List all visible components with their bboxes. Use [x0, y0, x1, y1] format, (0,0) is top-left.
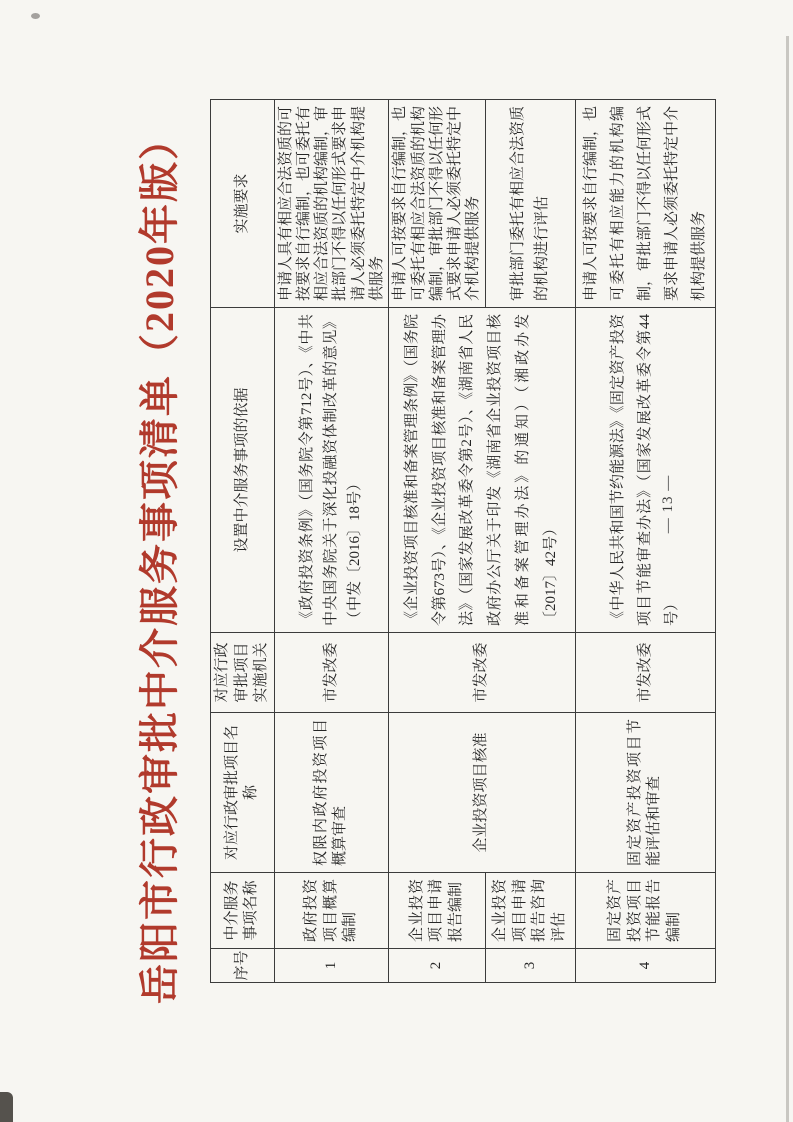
header-requirement: 实施要求: [211, 100, 275, 308]
header-basis: 设置中介服务事项的依据: [211, 308, 275, 633]
row3-service-name: 企业投资项目申请报告咨询评估: [485, 873, 575, 949]
header-approval-name: 对应行政审批项目名称: [211, 713, 275, 873]
row1-basis: 《政府投资条例》（国务院令第712号）、《中共中央国务院关于深化投融资体制改革的意见》（中发〔2016〕18号）: [274, 308, 389, 633]
page-number: — 13 —: [660, 474, 676, 534]
row3-seq: 3: [485, 949, 575, 983]
header-seq: 序号: [211, 949, 275, 983]
row4-approval-name: 固定资产投资项目节能评估和审查: [575, 713, 715, 873]
row3-requirement: 审批部门委托有相应合法资质的机构进行评估: [485, 100, 575, 308]
scan-speck-artifact: [31, 13, 40, 19]
row1-authority: 市发改委: [274, 633, 389, 713]
scan-edge-artifact: [786, 36, 789, 1122]
row4-basis: 《中华人民共和国节约能源法》《固定资产投资项目节能审查办法》（国家发展改革委令第44号）: [575, 308, 715, 633]
table-header-row: [211, 100, 275, 983]
row1-approval-name: 权限内政府投资项目概算审查: [274, 713, 389, 873]
service-items-table: [210, 99, 716, 983]
row4-seq: 4: [575, 949, 715, 983]
row2-3-basis: 《企业投资项目核准和备案管理条例》（国务院令第673号）、《企业投资项目核准和备案管理办法》（国家发展改革委令第2号）、《湖南省人民政府办公厅关于印发《湖南省企业投资项目核准和备案管理办法》的通知）（湘政办发〔2017〕42号）: [389, 308, 575, 633]
page-title: 岳阳市行政审批中介服务事项清单（2020年版）: [137, 118, 182, 1004]
row4-requirement: 申请人可按要求自行编制，也可委托有相应能力的机构编制，审批部门不得以任何形式要求申请人必须委托特定中介机构提供服务: [575, 100, 715, 308]
row4-authority: 市发改委: [575, 633, 715, 713]
scan-corner-artifact: [0, 1092, 13, 1122]
row2-requirement: 申请人可按要求自行编制，也可委托有相应合法资质的机构编制，审批部门不得以任何形式要求申请人必须委托特定中介机构提供服务: [389, 100, 485, 308]
header-authority: 对应行政审批项目实施机关: [211, 633, 275, 713]
table-row: [274, 100, 389, 983]
row2-3-approval-name: 企业投资项目核准: [389, 713, 575, 873]
header-service-name: 中介服务事项名称: [211, 873, 275, 949]
table-row: [389, 100, 485, 983]
row1-seq: 1: [274, 949, 389, 983]
row4-service-name: 固定资产投资项目节能报告编制: [575, 873, 715, 949]
row2-seq: 2: [389, 949, 485, 983]
table-row: [575, 100, 715, 983]
row1-service-name: 政府投资项目概算编制: [274, 873, 389, 949]
row1-requirement: 申请人具有相应合法资质的可按要求自行编制，也可委托有相应合法资质的机构编制，审批部门不得以任何形式要求申请人必须委托特定中介机构提供服务: [274, 100, 389, 308]
row2-service-name: 企业投资项目申请报告编制: [389, 873, 485, 949]
row2-3-authority: 市发改委: [389, 633, 575, 713]
